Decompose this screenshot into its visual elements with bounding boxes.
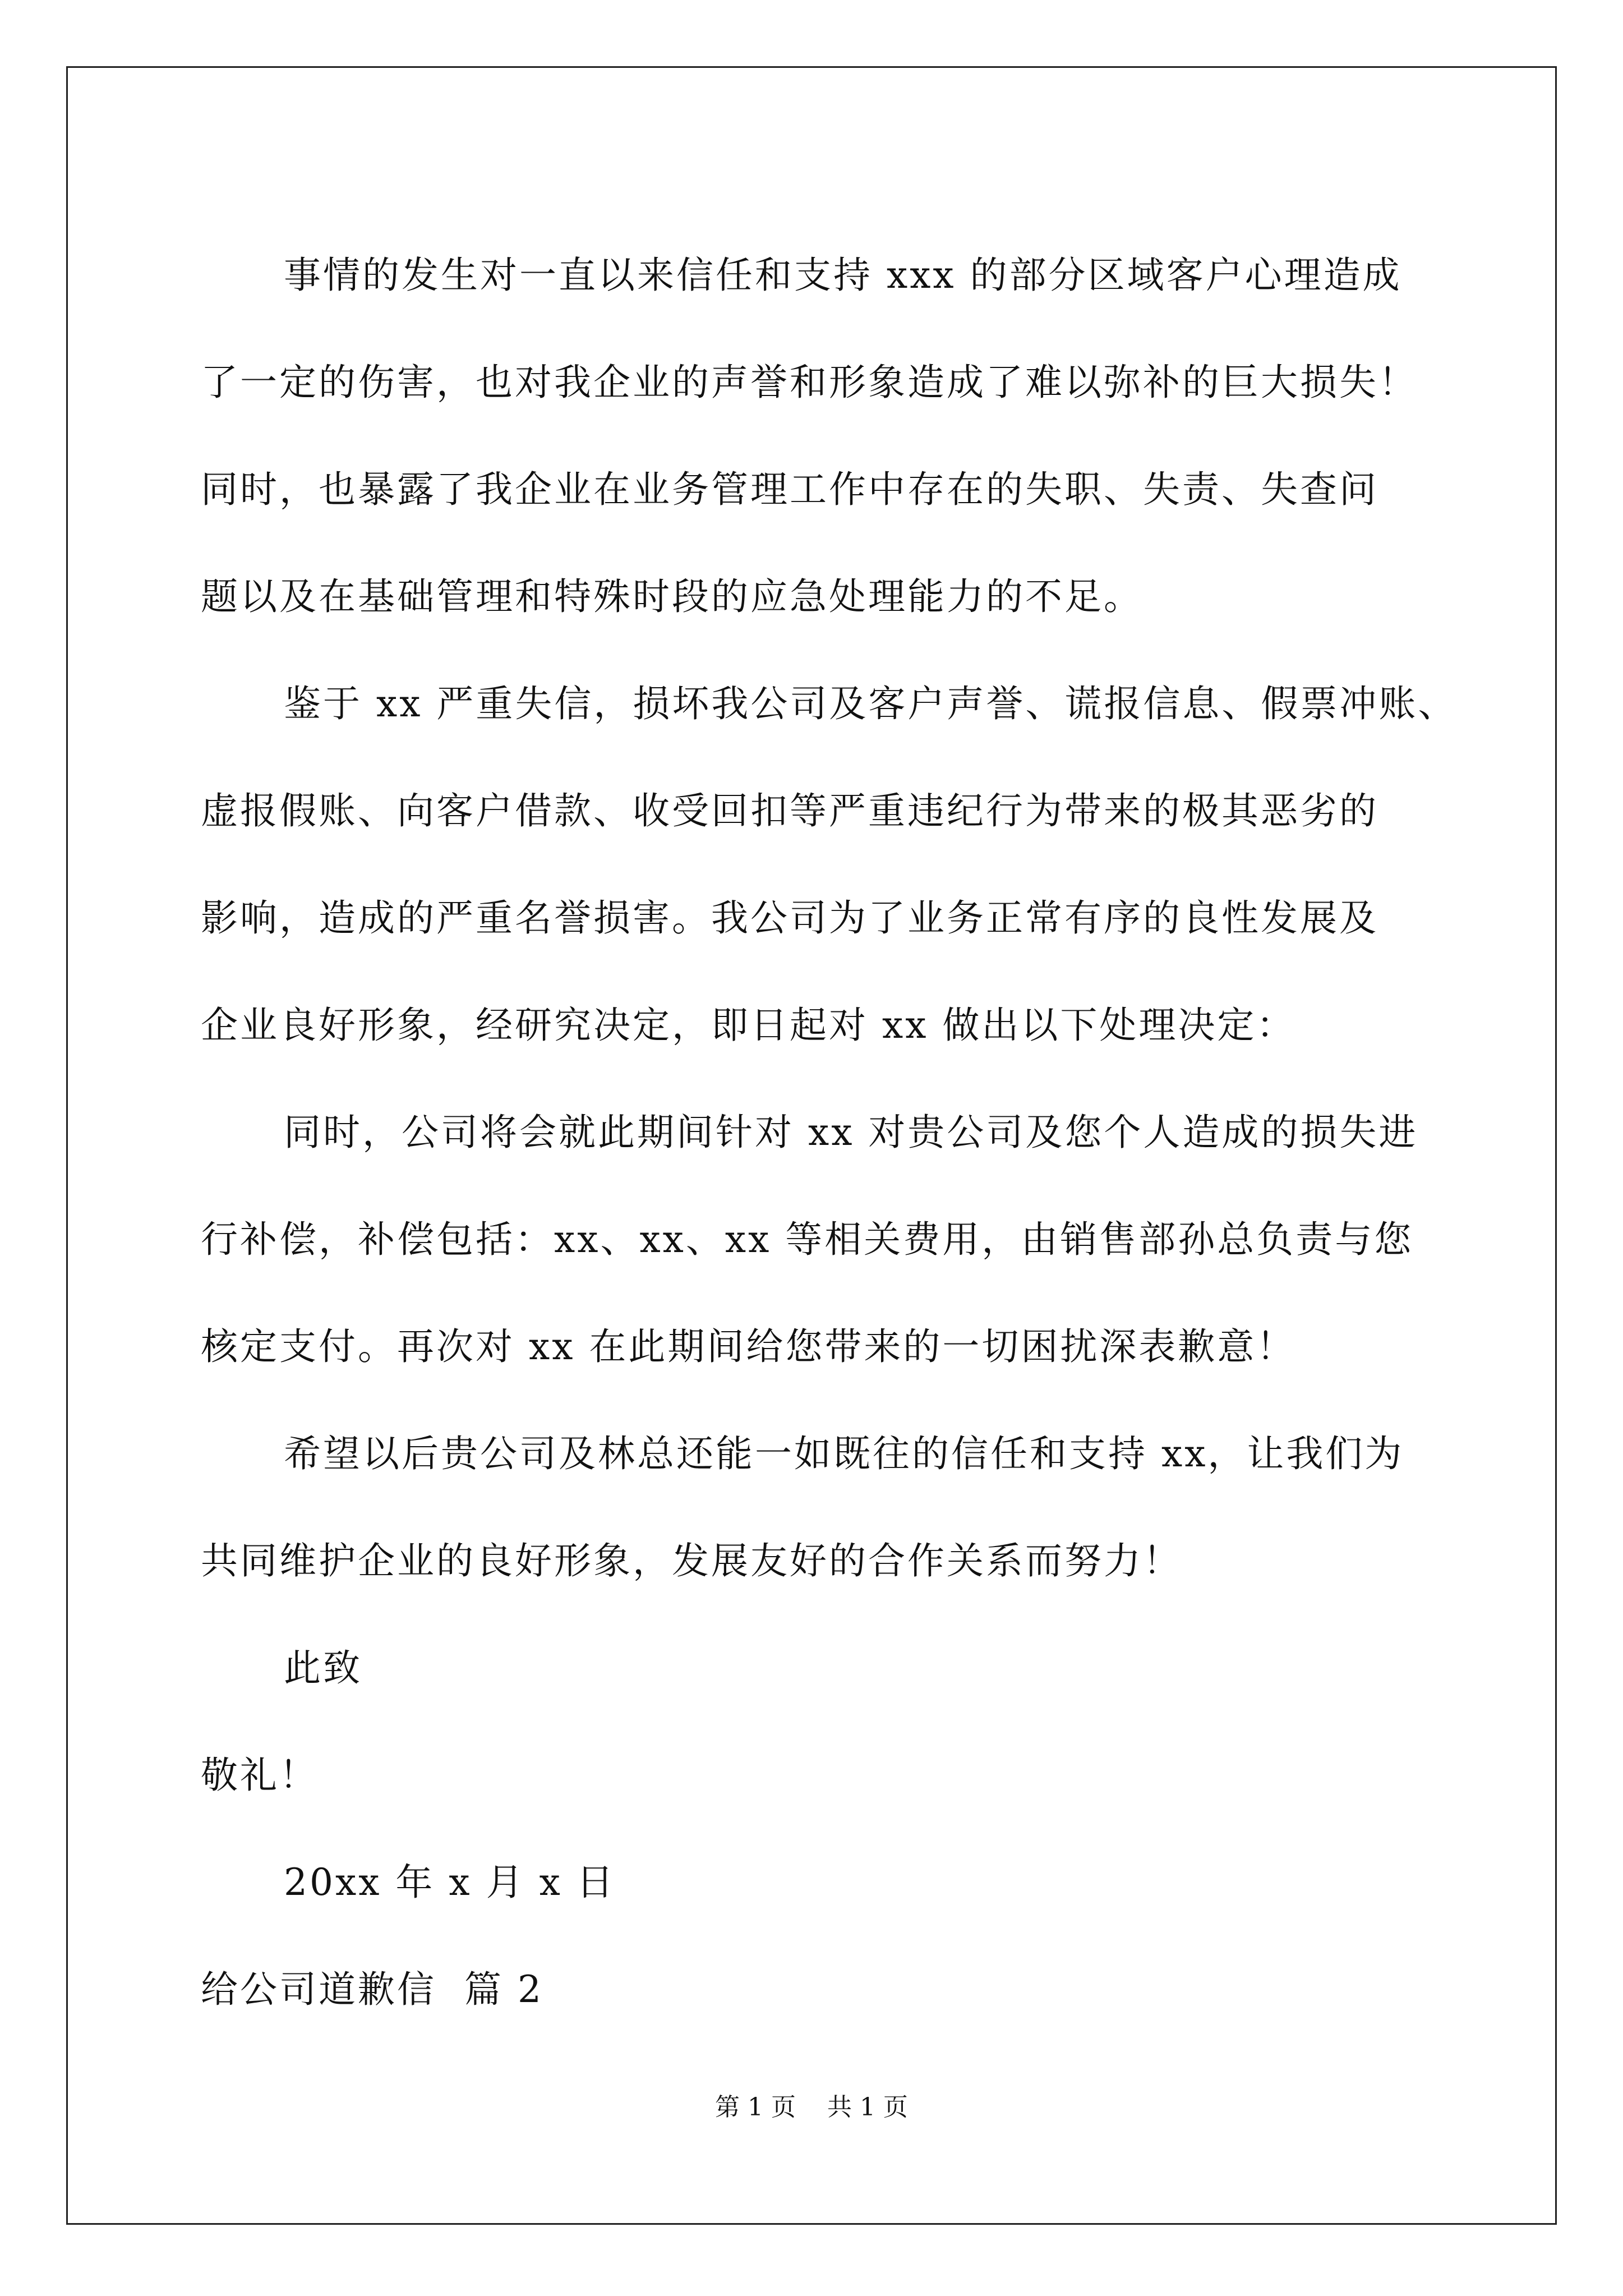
text-line: 事情的发生对一直以来信任和支持 xxx 的部分区域客户心理造成 [284,254,1402,297]
text-line: 此致 [284,1646,362,1690]
text-line: 行补偿，补偿包括：xx、xx、xx 等相关费用，由销售部孙总负责与您 [201,1218,1414,1261]
document-body [201,222,1458,2043]
text-line: 20xx 年 x 月 x 日 [284,1861,616,1904]
closing-salutation [201,1614,1423,1722]
paragraph [201,650,1458,1079]
text-line: 企业良好形象，经研究决定，即日起对 xx 做出以下处理决定： [201,1004,1296,1047]
text-line: 共同维护企业的良好形象，发展友好的合作关系而努力！ [201,1539,1182,1582]
paragraph [201,222,1423,650]
text-line: 核定支付。再次对 xx 在此期间给您带来的一切困扰深表歉意！ [201,1325,1296,1368]
text-line: 给公司道歉信 篇 2 [201,1968,543,2011]
text-line: 同时，也暴露了我企业在业务管理工作中存在的失职、失责、失查问 [201,468,1378,511]
text-line: 题以及在基础管理和特殊时段的应急处理能力的不足。 [201,575,1143,618]
page-number: 第 1 页 共 1 页 [715,2093,908,2122]
paragraph [201,1079,1423,1400]
text-line: 影响，造成的严重名誉损害。我公司为了业务正常有序的良性发展及 [201,896,1378,940]
text-line: 虚报假账、向客户借款、收受回扣等严重违纪行为带来的极其恶劣的 [201,789,1378,832]
text-line: 敬礼！ [201,1754,319,1797]
text-line: 同时，公司将会就此期间针对 xx 对贵公司及您个人造成的损失进 [284,1111,1418,1154]
text-line: 了一定的伤害，也对我企业的声誉和形象造成了难以弥补的巨大损失！ [201,361,1418,404]
section-heading [201,1936,1423,2043]
paragraph [201,1400,1423,1614]
text-line: 鉴于 xx 严重失信，损坏我公司及客户声誉、谎报信息、假票冲账、 [284,682,1458,725]
closing-regards [201,1722,1423,1829]
text-line: 希望以后贵公司及林总还能一如既往的信任和支持 xx，让我们为 [284,1432,1404,1475]
letter-date [201,1829,1423,1936]
page-footer [0,2087,1623,2123]
